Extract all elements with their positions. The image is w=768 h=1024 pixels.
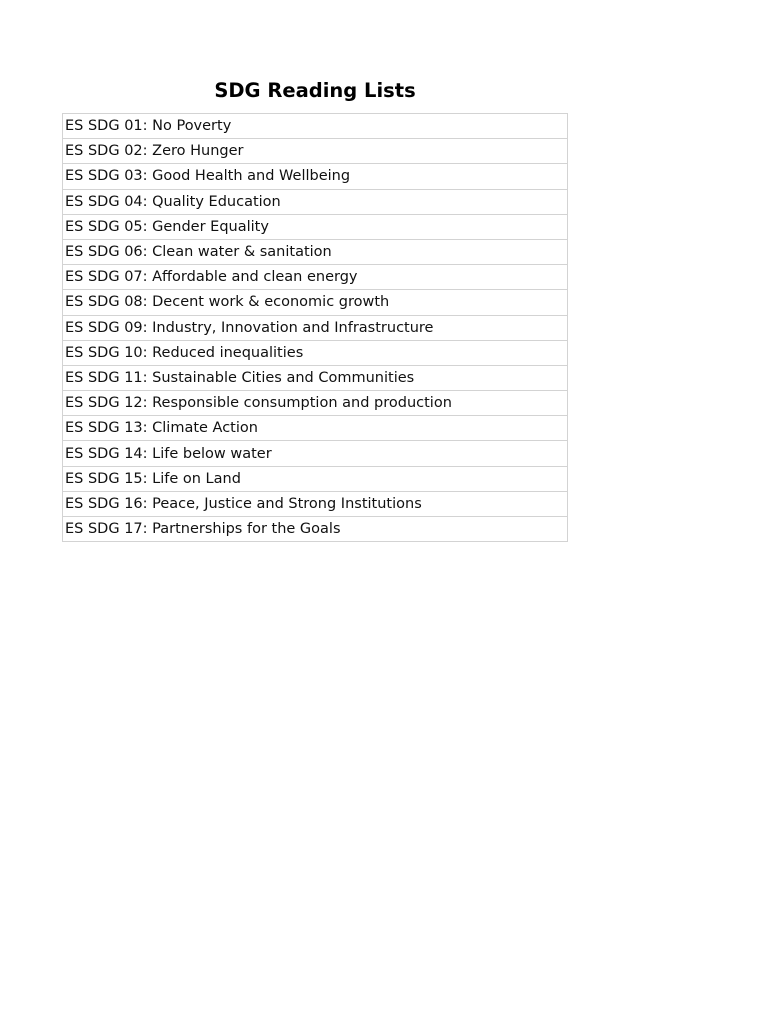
list-item[interactable]: ES SDG 09: Industry, Innovation and Infrastructure — [63, 315, 568, 340]
table-row — [63, 265, 568, 290]
list-item[interactable]: ES SDG 13: Climate Action — [63, 416, 568, 441]
table-row — [63, 315, 568, 340]
table-row — [63, 391, 568, 416]
table-row — [63, 290, 568, 315]
list-item[interactable]: ES SDG 17: Partnerships for the Goals — [63, 517, 568, 542]
table-row — [63, 114, 568, 139]
list-item[interactable]: ES SDG 15: Life on Land — [63, 466, 568, 491]
list-item[interactable]: ES SDG 16: Peace, Justice and Strong Institutions — [63, 491, 568, 516]
table-row — [63, 491, 568, 516]
table-row — [63, 239, 568, 264]
table-row — [63, 139, 568, 164]
list-item[interactable]: ES SDG 04: Quality Education — [63, 189, 568, 214]
table-row — [63, 365, 568, 390]
table-row — [63, 189, 568, 214]
list-item[interactable]: ES SDG 11: Sustainable Cities and Communities — [63, 365, 568, 390]
list-item[interactable]: ES SDG 07: Affordable and clean energy — [63, 265, 568, 290]
table-row — [63, 164, 568, 189]
page-title: SDG Reading Lists — [214, 79, 416, 102]
table-row — [63, 214, 568, 239]
reading-list-table — [62, 113, 568, 542]
table-row — [63, 517, 568, 542]
list-item[interactable]: ES SDG 06: Clean water & sanitation — [63, 239, 568, 264]
list-item[interactable]: ES SDG 10: Reduced inequalities — [63, 340, 568, 365]
table-row — [63, 416, 568, 441]
list-item[interactable]: ES SDG 14: Life below water — [63, 441, 568, 466]
table-row — [63, 340, 568, 365]
list-item[interactable]: ES SDG 03: Good Health and Wellbeing — [63, 164, 568, 189]
table-row — [63, 466, 568, 491]
list-item[interactable]: ES SDG 08: Decent work & economic growth — [63, 290, 568, 315]
table-row — [63, 441, 568, 466]
list-item[interactable]: ES SDG 01: No Poverty — [63, 114, 568, 139]
list-item[interactable]: ES SDG 02: Zero Hunger — [63, 139, 568, 164]
list-item[interactable]: ES SDG 12: Responsible consumption and production — [63, 391, 568, 416]
list-item[interactable]: ES SDG 05: Gender Equality — [63, 214, 568, 239]
